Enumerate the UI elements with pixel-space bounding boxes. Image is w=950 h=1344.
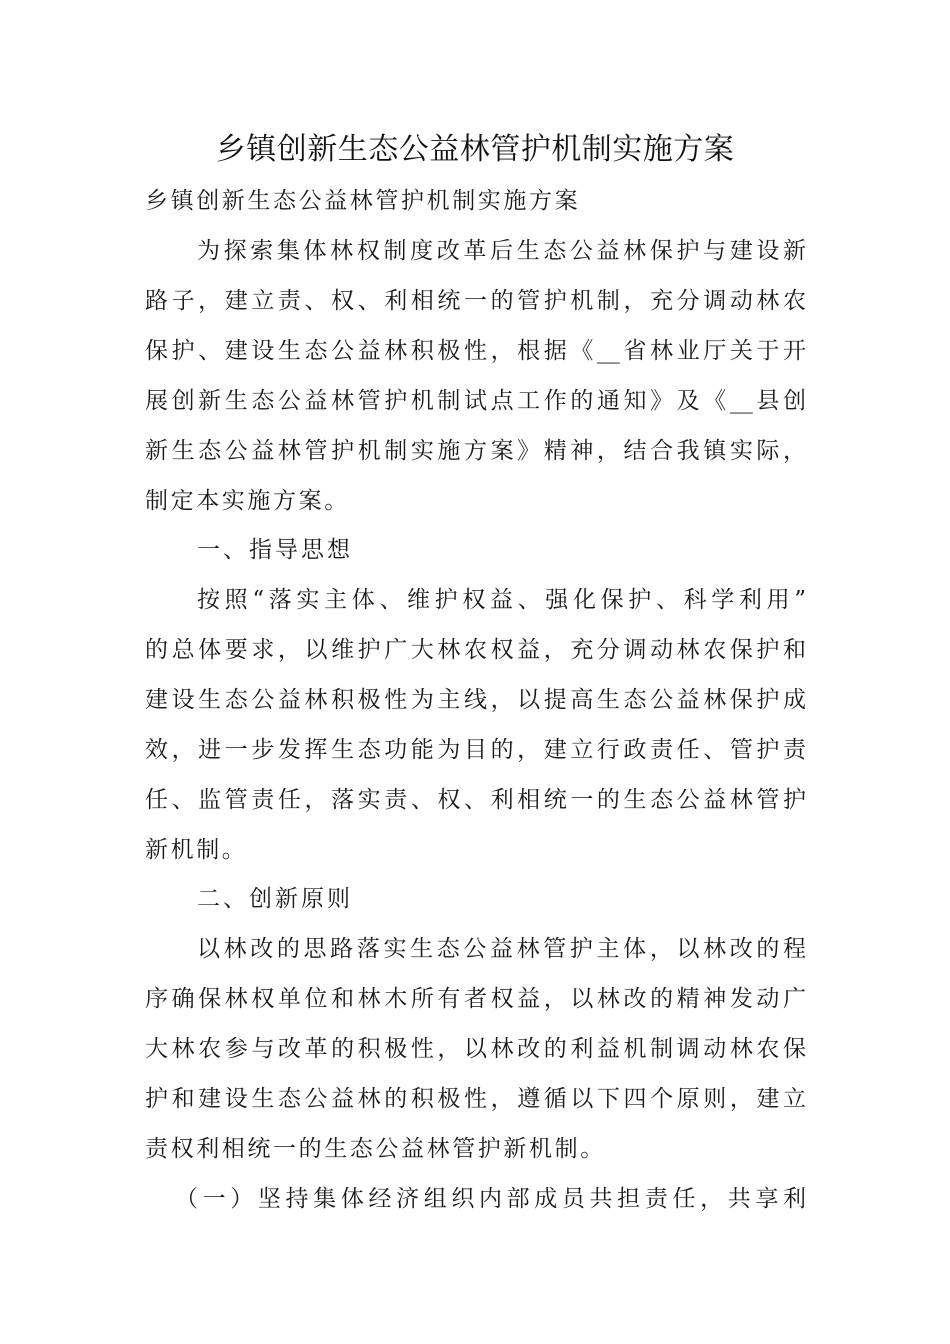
document-subtitle: 乡镇创新生态公益林管护机制实施方案 xyxy=(145,188,581,214)
section1-line: 按照“落实主体、维护权益、强化保护、科学利用” xyxy=(197,587,806,613)
section2-line: 护和建设生态公益林的积极性，遵循以下四个原则，建立 xyxy=(145,1086,806,1112)
section2-line: 责权利相统一的生态公益林管护新机制。 xyxy=(145,1136,606,1162)
section-heading-innovation-principles: 二、创新原则 xyxy=(197,886,353,912)
intro-line: 保护、建设生态公益林积极性，根据《__省林业厅关于开 xyxy=(145,338,806,364)
intro-line: 展创新生态公益林管护机制试点工作的通知》及《__县创 xyxy=(145,388,806,414)
section2-line: 以林改的思路落实生态公益林管护主体，以林改的程 xyxy=(197,936,806,962)
intro-line: 新生态公益林管护机制实施方案》精神，结合我镇实际， xyxy=(145,438,806,464)
subitem-first-line: （一）坚持集体经济组织内部成员共担责任，共享利 xyxy=(175,1186,806,1212)
section1-line: 任、监管责任，落实责、权、利相统一的生态公益林管护 xyxy=(145,787,806,813)
section-heading-guiding-thought: 一、指导思想 xyxy=(197,537,353,563)
intro-line: 为探索集体林权制度改革后生态公益林保护与建设新 xyxy=(197,238,806,264)
document-title: 乡镇创新生态公益林管护机制实施方案 xyxy=(215,132,735,167)
section1-line: 的总体要求，以维护广大林农权益，充分调动林农保护和 xyxy=(145,637,806,663)
section1-line: 效，进一步发挥生态功能为目的，建立行政责任、管护责 xyxy=(145,737,806,763)
section2-line: 序确保林权单位和林木所有者权益，以林改的精神发动广 xyxy=(145,986,806,1012)
section1-line: 建设生态公益林积极性为主线，以提高生态公益林保护成 xyxy=(145,687,806,713)
intro-line: 制定本实施方案。 xyxy=(145,488,350,514)
section1-line: 新机制。 xyxy=(145,837,248,863)
section2-line: 大林农参与改革的积极性，以林改的利益机制调动林农保 xyxy=(145,1036,806,1062)
intro-line: 路子，建立责、权、利相统一的管护机制，充分调动林农 xyxy=(145,288,806,314)
